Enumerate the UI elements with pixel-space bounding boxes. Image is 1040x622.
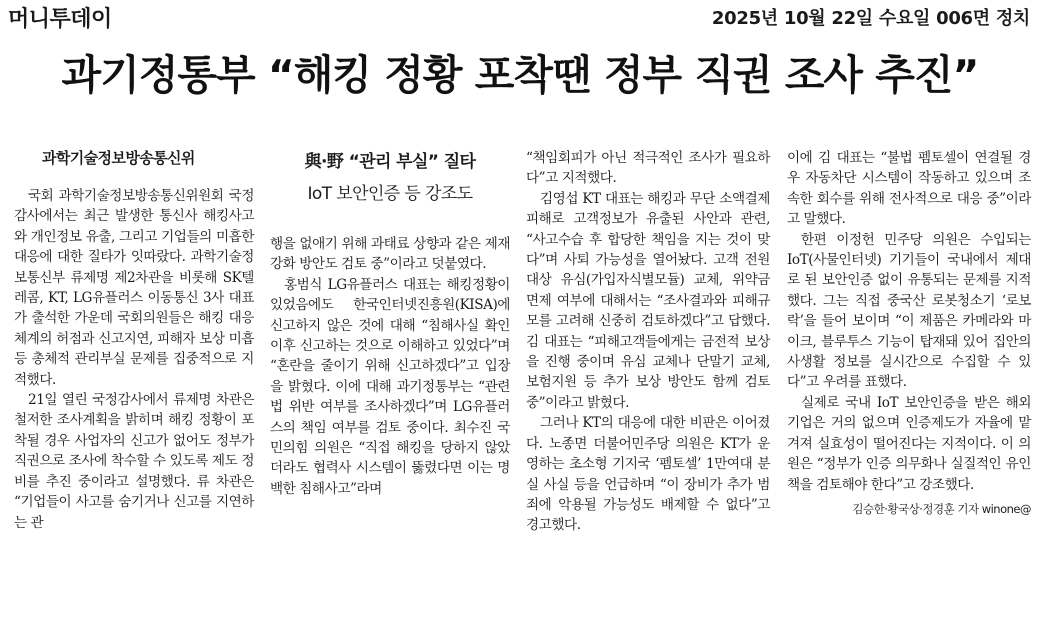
deck-line-1: 與·野 “관리 부실” 질타 bbox=[304, 152, 476, 172]
dateline: 2025년 10월 22일 수요일 006면 정치 bbox=[711, 8, 1030, 29]
article-column-1 bbox=[14, 148, 254, 533]
paragraph: 한편 이정헌 민주당 의원은 수입되는 IoT(사물인터넷) 기기들이 국내에서 제대로 된 보안인증 없이 유통되는 문제를 지적했다. 그는 직접 중국산 로봇청소기 ‘로보락’을 들어 보이며 “이 제품은 카메라와 마이크, 블루투스 기능이 탑재돼 있어 집안의 사생활 정보를 실시간으로 수집할 수 있다”고 우려를 표했다. bbox=[787, 231, 1031, 391]
deck-line-2: IoT 보안인증 등 강조도 bbox=[307, 184, 473, 204]
paragraph: 행을 없애기 위해 과태료 상향과 같은 제재강화 방안도 검토 중”이라고 덧붙였다. bbox=[270, 236, 510, 273]
deck-subhead bbox=[270, 146, 510, 210]
paragraph: 이에 김 대표는 “불법 펨토셀이 연결될 경우 자동차단 시스템이 작동하고 있으며 조속한 회수를 위해 전사적으로 대응 중”이라고 말했다. bbox=[787, 150, 1031, 228]
paragraph: “책임회피가 아닌 적극적인 조사가 필요하다”고 지적했다. bbox=[526, 150, 770, 187]
article-column-2 bbox=[270, 148, 510, 499]
paragraph: 실제로 국내 IoT 보안인증을 받은 해외기업은 거의 없으며 인증제도가 자율에 맡겨져 실효성이 떨어진다는 지적이다. 이 의원은 “정부가 인증 의무화나 실질적인 유인책을 검토해야 한다”고 강조했다. bbox=[787, 394, 1031, 493]
paragraph: 21일 열린 국정감사에서 류제명 차관은 철저한 조사계획을 밝히며 해킹 정황이 포착될 경우 사업자의 신고가 없어도 정부가 직권으로 조사에 착수할 수 있도록 제도 정비를 추진 중이라고 설명했다. 류 차관은 “기업들이 사고를 숨기거나 신고를 지연하는 관 bbox=[14, 392, 254, 531]
paragraph: 그러나 KT의 대응에 대한 비판은 이어졌다. 노종면 더불어민주당 의원은 KT가 운영하는 초소형 기지국 ‘펨토셀’ 1만여대 분실 사실 등을 언급하며 “이 장비가 추가 범죄에 악용될 가능성도 배제할 수 없다”고 경고했다. bbox=[526, 415, 770, 534]
headline: 과기정통부 “해킹 정황 포착땐 정부 직권 조사 추진” bbox=[61, 51, 979, 99]
masthead bbox=[0, 0, 1040, 36]
paragraph: 김영섭 KT 대표는 해킹과 무단 소액결제 피해로 고객정보가 유출된 사안과 관련, “사고수습 후 합당한 책임을 지는 것이 맞다”며 사퇴 가능성을 열어놨다. 고객 전원 대상 유심(가입자식별모듈) 교체, 위약금 면제 여부에 대해서는 “조사결과와 피해규모를 고려해 신중히 검토하겠다”고 답했다. 김 대표는 “피해고객들에게는 금전적 보상을 진행 중이며 유심 교체나 단말기 교체, 보험지원 등 추가 보상 방안도 함께 검토 중”이라고 밝혔다. bbox=[526, 190, 770, 411]
paragraph: 국회 과학기술정보방송통신위원회 국정감사에서는 최근 발생한 통신사 해킹사고와 개인정보 유출, 그리고 기업들의 미흡한 대응에 대한 질타가 잇따랐다. 과학기술정보통신부 류제명 제2차관을 비롯해 SK텔레콤, KT, LG유플러스 이동통신 3사 대표가 출석한 가운데 국회의원들은 해킹 대응체계의 허점과 신고지연, 피해자 보상 미흡 등 총체적 관리부실 문제를 집중적으로 지적했다. bbox=[14, 188, 254, 388]
article-column-4 bbox=[787, 148, 1031, 519]
byline: 김승한·황국상·정경훈 기자 winone@ bbox=[852, 501, 1031, 516]
paragraph: 홍범식 LG유플러스 대표는 해킹정황이 있었음에도 한국인터넷진흥원(KISA)에 신고하지 않은 것에 대해 “침해사실 확인 이후 신고하는 것으로 이해하고 있었다”며 “혼란을 줄이기 위해 신고하겠다”고 입장을 밝혔다. 이에 대해 과기정통부는 “관련 법 위반 여부를 조사하겠다”며 LG유플러스의 책임 여부를 검토 중이다. 최수진 국민의힘 의원은 “직접 해킹을 당하지 않았더라도 협력사 시스템이 뚫렸다면 이는 명백한 침해사고”라며 bbox=[270, 276, 510, 497]
publication-name: 머니투데이 bbox=[8, 7, 112, 32]
section-subhead: 과학기술정보방송통신위 bbox=[42, 149, 195, 167]
article-column-3 bbox=[526, 148, 770, 536]
